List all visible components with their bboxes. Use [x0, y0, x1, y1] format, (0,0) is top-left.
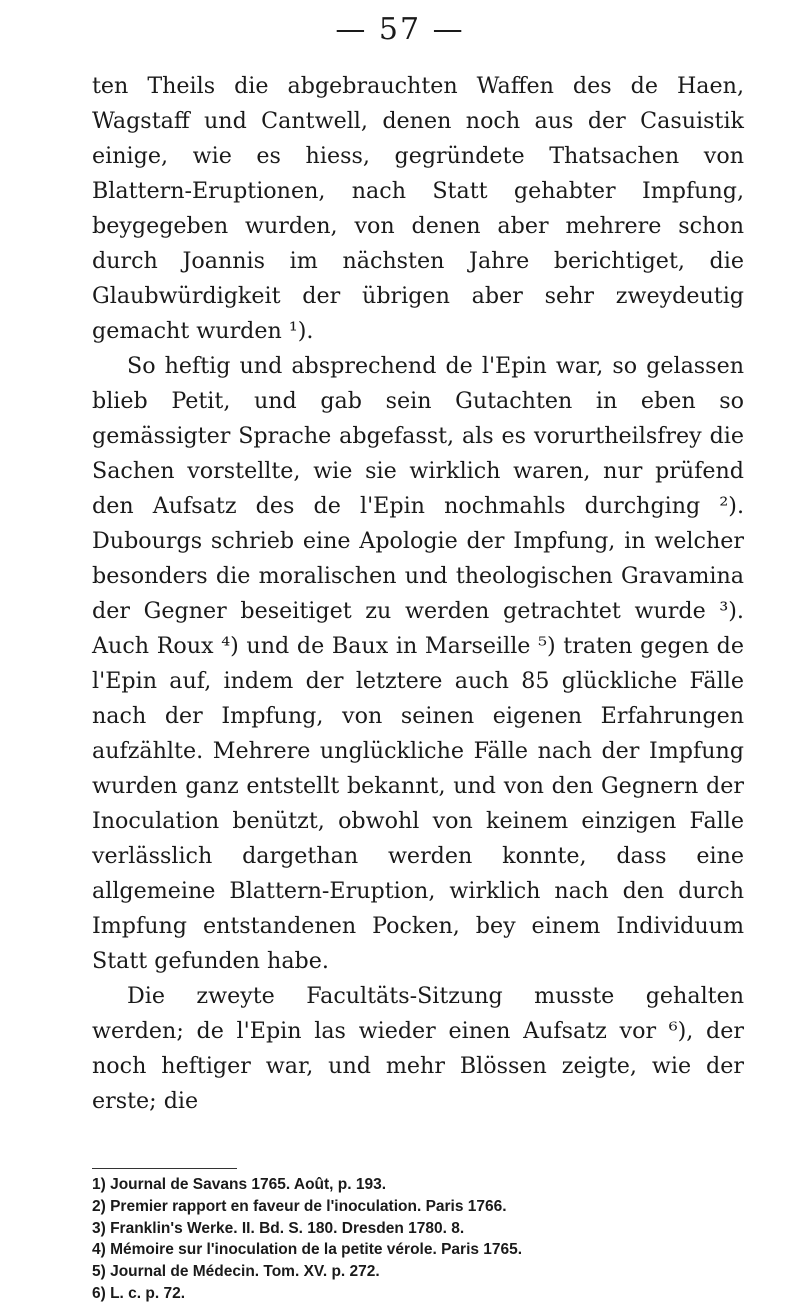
page-number: — 57 — — [335, 12, 465, 47]
paragraph: So heftig und absprechend de l'Epin war, so gelassen blieb Petit, und gab sein Gutachten in eben so gemässigter Sprache abgefasst, als es vorurtheilsfrey die Sachen vorstellte, wie sie wirklich waren, nur prüfend den Aufsatz des de l'Epin nochmahls durchging ²). Dubourgs schrieb eine Apologie der Impfung, in welcher besonders die moralischen und theologischen Gravamina der Gegner beseitiget zu werden getrachtet wurde ³). Auch Roux ⁴) und de Baux in Marseille ⁵) traten gegen de l'Epin auf, indem der letztere auch 85 glückliche Fälle nach der Impfung, von seinen eigenen Erfahrungen aufzählte. Mehrere unglückliche Fälle nach der Impfung wurden ganz entstellt bekannt, und von den Gegnern der Inoculation benützt, obwohl von keinem einzigen Falle verlässlich dargethan werden konnte, dass eine allgemeine Blattern-Eruption, wirklich nach den durch Impfung entstandenen Pocken, bey einem Individuum Statt gefunden habe. — [92, 353, 744, 974]
main-text — [92, 69, 744, 1119]
footnote: 6) L. c. p. 72. — [92, 1284, 186, 1302]
paragraph: ten Theils die abgebrauchten Waffen des de Haen, Wagstaff und Cantwell, denen noch aus der Casuistik einige, wie es hiess, gegründete Thatsachen von Blattern-Eruptionen, nach Statt gehabter Impfung, beygegeben wurden, von denen aber mehrere schon durch Joannis im nächsten Jahre berichtiget, die Glaubwürdigkeit der übrigen aber sehr zweydeutig gemacht wurden ¹). — [92, 73, 744, 344]
footnotes — [92, 1174, 744, 1305]
footnote: 4) Mémoire sur l'inoculation de la petite vérole. Paris 1765. — [92, 1241, 523, 1259]
footnote: 1) Journal de Savans 1765. Août, p. 193. — [92, 1176, 387, 1193]
paragraph: Die zweyte Facultäts-Sitzung musste gehalten werden; de l'Epin las wieder einen Aufsatz vor ⁶), der noch heftiger war, und mehr Blössen zeigte, wie der erste; die — [92, 983, 744, 1114]
footnote-divider — [92, 1168, 237, 1169]
footnote: 2) Premier rapport en faveur de l'inoculation. Paris 1766. — [92, 1197, 507, 1215]
footnote: 3) Franklin's Werke. II. Bd. S. 180. Dresden 1780. 8. — [92, 1219, 465, 1237]
footnote: 5) Journal de Médecin. Tom. XV. p. 272. — [92, 1263, 380, 1281]
